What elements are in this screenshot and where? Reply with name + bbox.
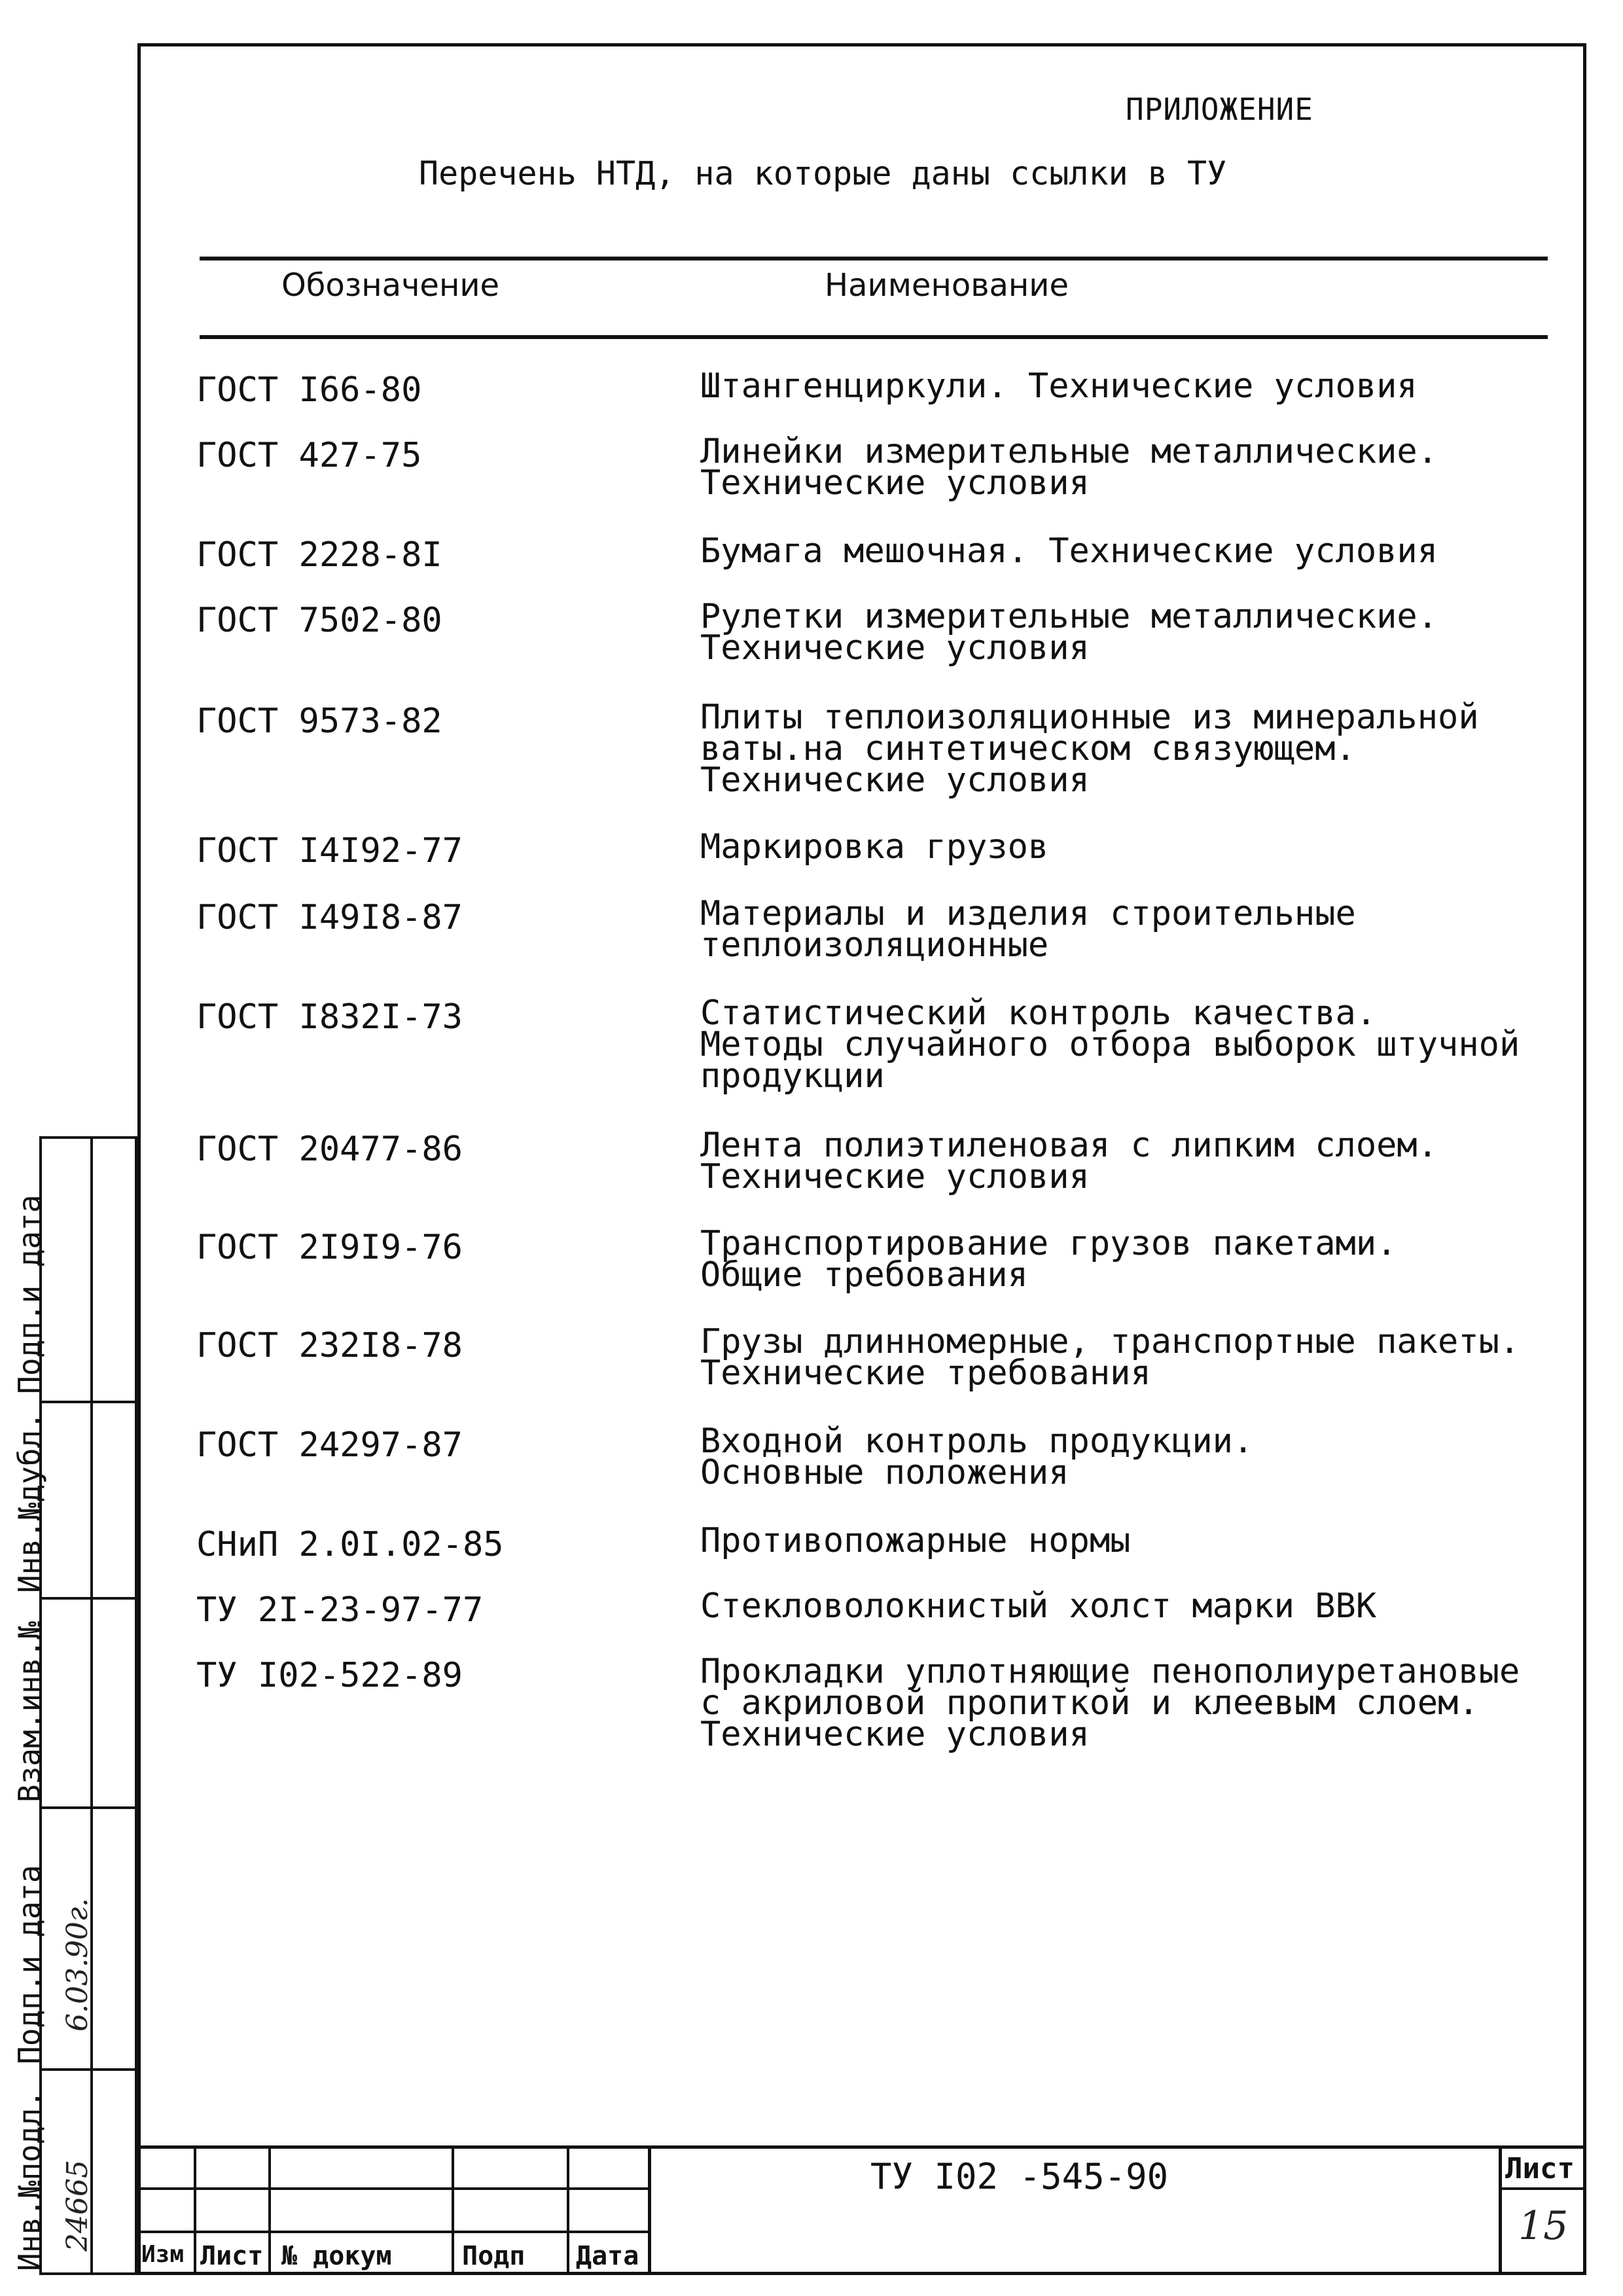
- side-label: Подп.и дата: [12, 1194, 47, 1394]
- title-col-label-sign: Подп: [462, 2241, 526, 2271]
- row-name: Транспортирование грузов пакетами. Общие требования: [700, 1224, 1397, 1295]
- handwritten-inv-number: 24665: [61, 2160, 94, 2251]
- row-name: Линейки измерительные металлические. Технические условия: [700, 432, 1438, 503]
- sheet-number: 15: [1518, 2203, 1569, 2249]
- row-designation: ГОСТ 24297-87: [196, 1426, 463, 1465]
- row-designation: ГОСТ 427-75: [196, 436, 422, 475]
- row-name: Лента полиэтиленовая с липким слоем. Технические условия: [700, 1126, 1438, 1196]
- row-name: Статистический контроль качества. Методы случайного отбора выборок штучной продукции: [700, 994, 1520, 1096]
- row-designation: ГОСТ 2I9I9-76: [196, 1228, 463, 1267]
- row-designation: ГОСТ 2228-8I: [196, 535, 442, 575]
- table-top-rule: [200, 257, 1548, 260]
- title-block: [137, 2145, 1586, 2275]
- title-col-label: Изм: [141, 2241, 185, 2268]
- row-name: Прокладки уплотняющие пенополиуретановые с акриловой пропиткой и клеевым слоем. Технические условия: [700, 1652, 1520, 1754]
- row-designation: ГОСТ 7502-80: [196, 601, 442, 640]
- row-designation: ГОСТ I832I-73: [196, 997, 463, 1037]
- page-title: Перечень НТД, на которые даны ссылки в ТУ: [419, 154, 1227, 192]
- side-label: Инв.№подл.: [12, 2090, 47, 2271]
- column-header-name: Наименование: [825, 267, 1069, 304]
- column-header-designation: Обозначение: [281, 267, 500, 304]
- title-col-label: № докум: [281, 2241, 392, 2271]
- row-designation: ГОСТ 20477-86: [196, 1130, 463, 1169]
- appendix-label: ПРИЛОЖЕНИЕ: [1126, 92, 1313, 127]
- row-name: Входной контроль продукции. Основные положения: [700, 1422, 1254, 1492]
- row-name: Материалы и изделия строительные теплоизоляционные: [700, 894, 1356, 965]
- row-designation: ГОСТ I4I92-77: [196, 831, 463, 870]
- row-name: Бумага мешочная. Технические условия: [700, 531, 1438, 571]
- row-designation: ГОСТ 232I8-78: [196, 1326, 463, 1365]
- row-name: Штангенциркули. Технические условия: [700, 367, 1418, 406]
- row-designation: ГОСТ I49I8-87: [196, 898, 463, 937]
- title-col-label: Дата: [576, 2241, 639, 2271]
- row-designation: ТУ I02-522-89: [196, 1656, 463, 1695]
- row-name: Плиты теплоизоляционные из минеральной ваты.на синтетическом связующем. Технические условия: [700, 698, 1479, 800]
- row-designation: ГОСТ I66-80: [196, 370, 422, 410]
- handwritten-date: 6.03.90г.: [61, 1897, 94, 2032]
- document-number: ТУ I02 -545-90: [870, 2156, 1169, 2197]
- row-name: Противопожарные нормы: [700, 1521, 1131, 1560]
- side-label: Подп.и дата: [12, 1865, 47, 2064]
- row-designation: ГОСТ 9573-82: [196, 702, 442, 741]
- row-designation: СНиП 2.0I.02-85: [196, 1525, 504, 1564]
- row-name: Маркировка грузов: [700, 827, 1049, 867]
- sheet-label: Лист: [1505, 2152, 1575, 2185]
- side-label: Инв.№дубл.: [12, 1412, 47, 1593]
- row-name: Стекловолокнистый холст марки ВВК: [700, 1587, 1377, 1626]
- side-stamp-column: [12, 1136, 137, 2275]
- row-name: Грузы длинномерные, транспортные пакеты. Технические требования: [700, 1322, 1520, 1393]
- title-col-label: Лист: [200, 2241, 264, 2271]
- side-label: Взам.инв.№: [12, 1621, 47, 1803]
- table-header-rule: [200, 335, 1548, 339]
- row-designation: ТУ 2I-23-97-77: [196, 1590, 484, 1630]
- row-name: Рулетки измерительные металлические. Технические условия: [700, 597, 1438, 668]
